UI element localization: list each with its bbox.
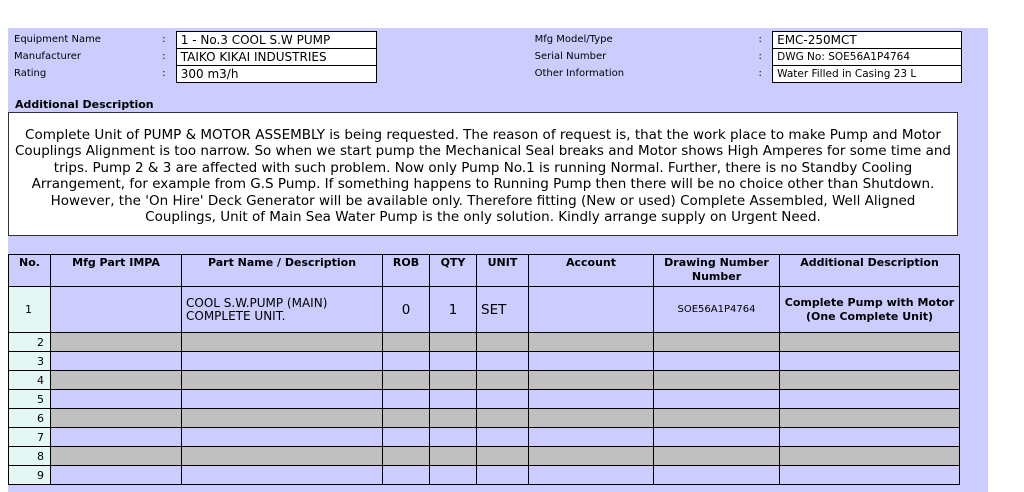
row-number: 7 — [9, 428, 51, 447]
drawing-number-cell[interactable]: SOE56A1P4764 — [654, 287, 780, 333]
col-part-name: Part Name / Description — [182, 255, 383, 287]
account-cell[interactable] — [529, 287, 654, 333]
other-information-label: Other Information — [534, 68, 625, 79]
row-number: 5 — [9, 390, 51, 409]
col-additional-description: Additional Description — [780, 255, 960, 287]
additional-description-text: Complete Unit of PUMP & MOTOR ASSEMBLY is being requested. The reason of request is, that the work place to make Pump and Motor Couplings Alignment is too narrow. So when we start pump the Mechanical Seal breaks and Motor shows High Amperes for some time and trips. Pump 2 & 3 are affected with such problem. Now only Pump No.1 is running Normal. Further, there is no Standby Cooling Arrangement, for example from G.S Pump. If something happens to Running Pump then there will be no choice other than Shutdown. However, the 'On Hire' Deck Generator will be available only. Therefore fitting (New or used) Complete Assembled, Well Aligned Couplings, Unit of Main Sea Water Pump is the only solution. Kindly arrange supply on Urgent Need. — [8, 112, 958, 236]
table-row — [9, 371, 960, 390]
col-no: No. — [9, 255, 51, 287]
table-row — [9, 287, 960, 333]
table-row — [9, 390, 960, 409]
table-row — [9, 352, 960, 371]
manufacturer-label: Manufacturer — [14, 51, 81, 62]
table-row — [9, 447, 960, 466]
row-number: 8 — [9, 447, 51, 466]
table-row — [9, 409, 960, 428]
serial-number-label: Serial Number — [534, 51, 607, 62]
col-qty: QTY — [430, 255, 477, 287]
row-number: 6 — [9, 409, 51, 428]
table-header-row — [9, 255, 960, 287]
manufacturer-value: TAIKO KIKAI INDUSTRIES — [176, 49, 376, 66]
table-row — [9, 428, 960, 447]
parts-table — [8, 254, 960, 485]
part-name-cell[interactable]: COOL S.W.PUMP (MAIN) COMPLETE UNIT. — [182, 287, 383, 333]
qty-cell[interactable]: 1 — [430, 287, 477, 333]
row-number: 2 — [9, 333, 51, 352]
additional-description-cell[interactable]: Complete Pump with Motor (One Complete Unit) — [780, 287, 960, 333]
col-unit: UNIT — [477, 255, 529, 287]
equipment-name-label: Equipment Name — [14, 34, 101, 45]
col-drawing-number: Drawing Number Number — [654, 255, 780, 287]
header-row-2: Manufacturer : TAIKO KIKAI INDUSTRIES Serial Number : DWG No: SOE56A1P4764 — [8, 49, 962, 66]
serial-number-value: DWG No: SOE56A1P4764 — [773, 49, 962, 66]
rating-label: Rating — [14, 68, 47, 79]
other-information-value: Water Filled in Casing 23 L — [773, 66, 962, 83]
rob-cell[interactable]: 0 — [383, 287, 430, 333]
mfg-model-label: Mfg Model/Type — [534, 34, 613, 45]
mfg-part-impa-cell[interactable] — [51, 287, 182, 333]
col-mfg-part-impa: Mfg Part IMPA — [51, 255, 182, 287]
col-account: Account — [529, 255, 654, 287]
rating-value: 300 m3/h — [176, 66, 376, 83]
col-rob: ROB — [383, 255, 430, 287]
table-row — [9, 333, 960, 352]
row-number: 9 — [9, 466, 51, 485]
header-row-1: Equipment Name : 1 - No.3 COOL S.W PUMP Mfg Model/Type : EMC-250MCT — [8, 32, 962, 49]
additional-description-heading: Additional Description — [15, 98, 154, 111]
row-number: 1 — [9, 287, 51, 333]
equipment-name-value: 1 - No.3 COOL S.W PUMP — [176, 32, 376, 49]
row-number: 4 — [9, 371, 51, 390]
equipment-header — [8, 31, 962, 83]
table-row — [9, 466, 960, 485]
mfg-model-value: EMC-250MCT — [773, 32, 962, 49]
row-number: 3 — [9, 352, 51, 371]
unit-cell[interactable]: SET — [477, 287, 529, 333]
header-row-3: Rating : 300 m3/h Other Information : Water Filled in Casing 23 L — [8, 66, 962, 83]
